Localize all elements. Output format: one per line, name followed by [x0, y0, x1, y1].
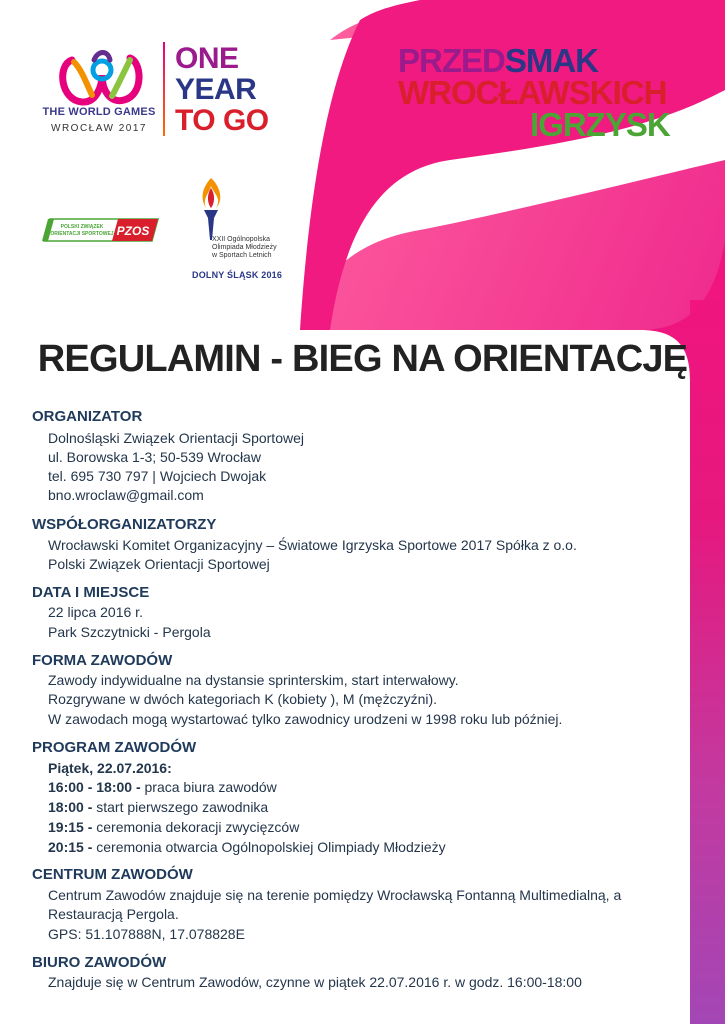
forma-line: W zawodach mogą wystartować tylko zawodnicy urodzeni w 1998 roku lub później.	[48, 711, 563, 727]
dolny-slask-text: DOLNY ŚLĄSK 2016	[192, 270, 283, 280]
year-text: YEAR	[175, 73, 257, 106]
svg-text:ORIENTACJI SPORTOWEJ: ORIENTACJI SPORTOWEJ	[50, 231, 114, 237]
program-time: 18:00 -	[48, 799, 93, 815]
data-miejsce-line: Park Szczytnicki - Pergola	[48, 624, 211, 640]
wroclawskich-text: WROCŁAWSKICH	[398, 74, 667, 111]
program-text: ceremonia otwarcia Ogólnopolskiej Olimpiady Młodzieży	[92, 839, 446, 855]
przedsmak-line	[398, 44, 598, 78]
organizator-heading: ORGANIZATOR	[32, 408, 143, 425]
forma-line: Rozgrywane w dwóch kategoriach K (kobiety ), M (mężczyźni).	[48, 691, 438, 707]
centrum-heading: CENTRUM ZAWODÓW	[32, 866, 193, 883]
svg-text:PZOS: PZOS	[116, 224, 150, 238]
program-item	[48, 819, 299, 835]
program-text: start pierwszego zawodnika	[92, 799, 269, 815]
header-divider	[163, 42, 165, 136]
organizator-email[interactable]: bno.wroclaw@gmail.com	[48, 487, 204, 503]
olimpiada-line-3: w Sportach Letnich	[212, 252, 272, 259]
one-text: ONE	[175, 42, 239, 75]
program-time: 20:15 -	[48, 839, 93, 855]
centrum-line: Restauracją Pergola.	[48, 906, 179, 922]
program-text: praca biura zawodów	[140, 779, 277, 795]
igrzysk-text: IGRZYSK	[530, 106, 670, 143]
world-games-name: THE WORLD GAMES	[42, 106, 156, 118]
organizator-line: ul. Borowska 1-3; 50-539 Wrocław	[48, 449, 261, 465]
wspolorganizatorzy-heading: WSPÓŁORGANIZATORZY	[32, 516, 217, 533]
wspolorganizatorzy-line: Wrocławski Komitet Organizacyjny – Światowe Igrzyska Sportowe 2017 Spółka z o.o.	[48, 537, 577, 553]
document-title: REGULAMIN - BIEG NA ORIENTACJĘ	[37, 338, 688, 380]
svg-text:POLSKI ZWIĄZEK: POLSKI ZWIĄZEK	[60, 224, 104, 230]
program-item	[48, 839, 446, 855]
program-item	[48, 779, 277, 795]
biuro-heading: BIURO ZAWODÓW	[32, 954, 167, 971]
przed-text: PRZED	[398, 42, 505, 79]
smak-text: SMAK	[504, 42, 599, 79]
olimpiada-line-1: XXII Ogólnopolska	[212, 236, 270, 243]
data-miejsce-heading: DATA I MIEJSCE	[32, 584, 150, 601]
to-go-text: TO GO	[175, 104, 269, 137]
biuro-line: Znajduje się w Centrum Zawodów, czynne w piątek 22.07.2016 r. w godz. 16:00-18:00	[48, 974, 582, 990]
program-time: 19:15 -	[48, 819, 93, 835]
centrum-gps: GPS: 51.107888N, 17.078828E	[48, 926, 245, 942]
organizator-line: Dolnośląski Związek Orientacji Sportowej	[48, 430, 304, 446]
data-miejsce-line: 22 lipca 2016 r.	[48, 604, 143, 620]
forma-heading: FORMA ZAWODÓW	[32, 652, 173, 669]
program-date: Piątek, 22.07.2016:	[48, 760, 172, 776]
pzos-logo	[40, 217, 160, 243]
torch-icon	[196, 178, 226, 240]
program-heading: PROGRAM ZAWODÓW	[32, 739, 197, 756]
program-item	[48, 799, 268, 815]
wspolorganizatorzy-line: Polski Związek Orientacji Sportowej	[48, 556, 270, 572]
olimpiada-text	[212, 236, 292, 260]
organizator-line: tel. 695 730 797 | Wojciech Dwojak	[48, 468, 267, 484]
centrum-line: Centrum Zawodów znajduje się na terenie pomiędzy Wrocławską Fontanną Multimedialną, a	[48, 887, 622, 903]
olimpiada-line-2: Olimpiada Młodzieży	[212, 244, 277, 251]
world-games-city: WROCŁAW 2017	[51, 123, 147, 134]
program-time: 16:00 - 18:00 -	[48, 779, 141, 795]
forma-line: Zawody indywidualne na dystansie sprinterskim, start interwałowy.	[48, 672, 459, 688]
program-text: ceremonia dekoracji zwycięzców	[92, 819, 300, 835]
